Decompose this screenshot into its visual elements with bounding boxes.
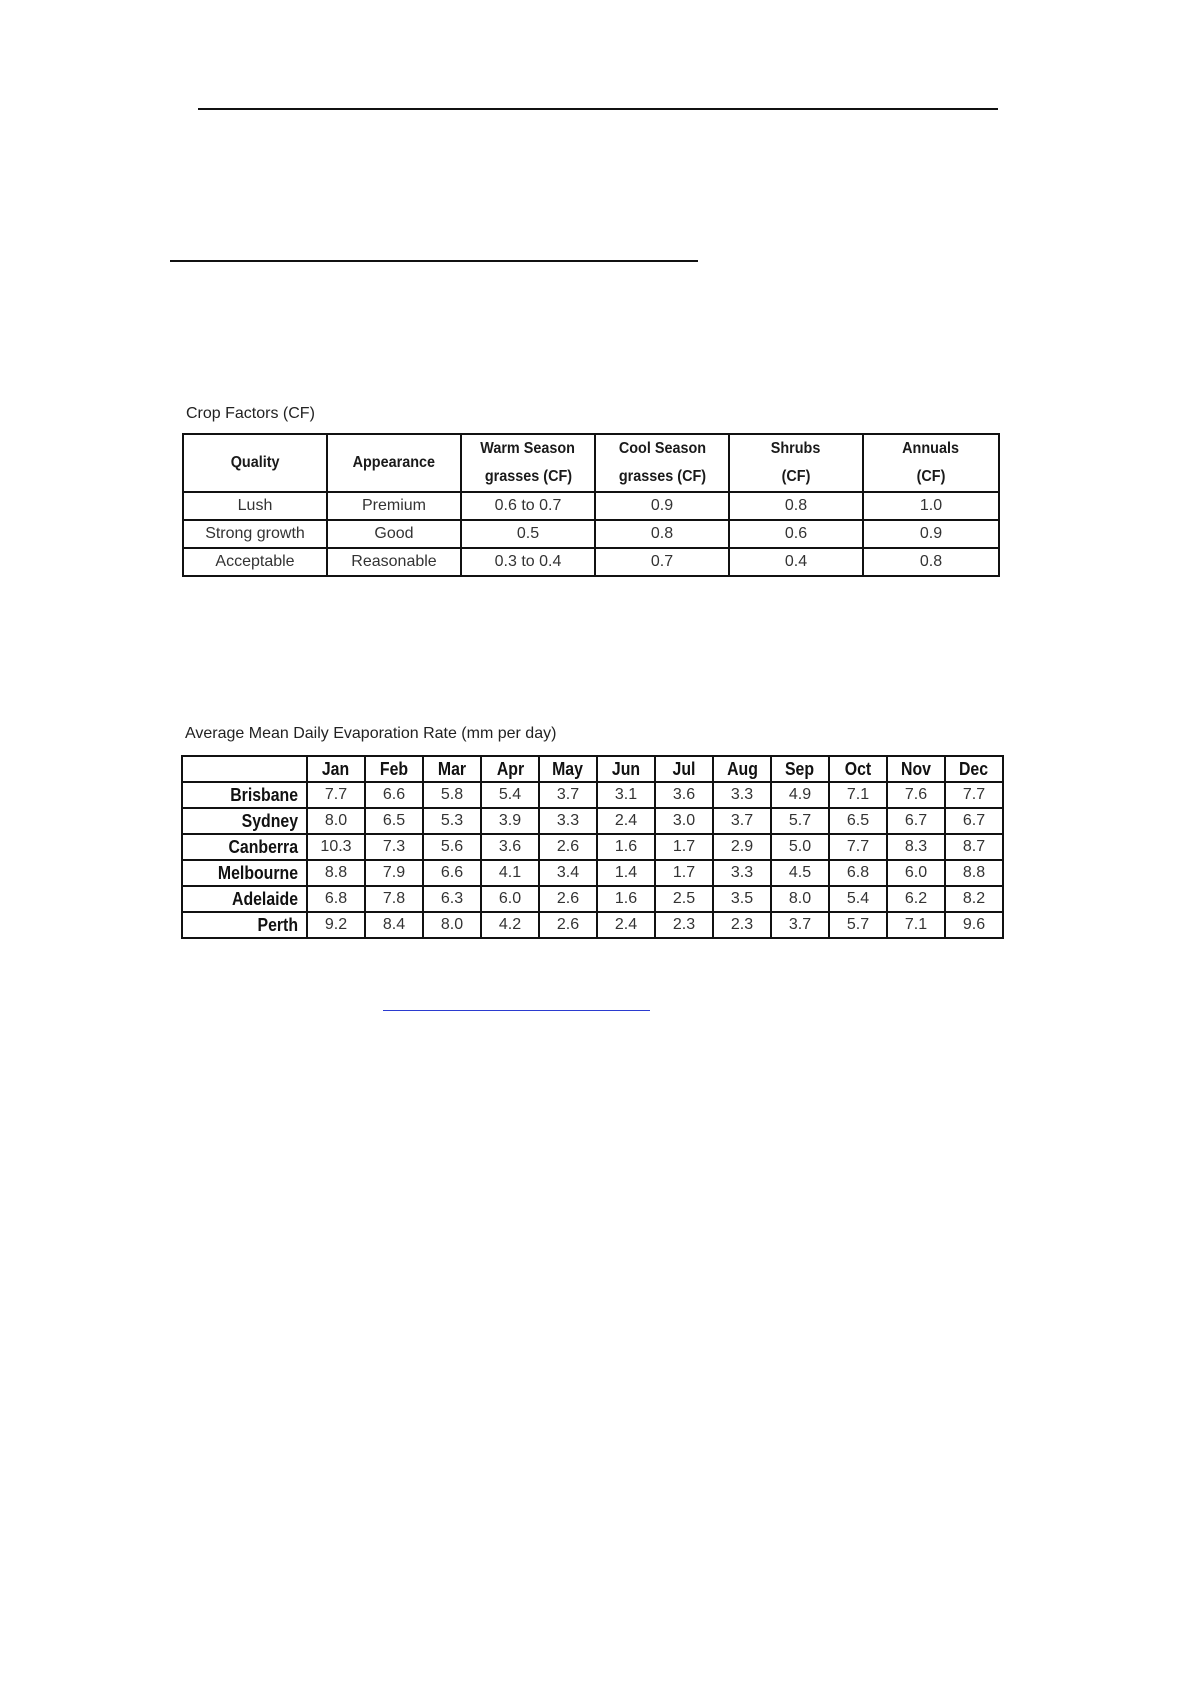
evap-cell: 5.0 (771, 834, 829, 860)
evap-cell: 3.1 (597, 782, 655, 808)
evap-cell: 2.6 (539, 886, 597, 912)
evap-cell: 8.4 (365, 912, 423, 938)
evap-cell: 3.6 (655, 782, 713, 808)
evap-cell: 6.0 (481, 886, 539, 912)
city-label: Adelaide (182, 886, 307, 912)
evap-table-header-row (182, 756, 1003, 782)
evap-cell: 3.3 (713, 860, 771, 886)
evap-cell: 3.7 (771, 912, 829, 938)
evap-cell: 7.6 (887, 782, 945, 808)
crop-factors-table (182, 433, 1000, 577)
table-row (183, 548, 999, 576)
table-row (182, 808, 1003, 834)
evap-cell: 1.6 (597, 886, 655, 912)
month-header: Jul (655, 756, 713, 782)
month-header: Dec (945, 756, 1003, 782)
crop-header-shrubs: Shrubs (CF) (729, 434, 863, 492)
evap-cell: 3.6 (481, 834, 539, 860)
evap-cell: 2.4 (597, 912, 655, 938)
evap-cell: 5.4 (481, 782, 539, 808)
evap-cell: 7.7 (945, 782, 1003, 808)
month-header: Apr (481, 756, 539, 782)
table-row (182, 834, 1003, 860)
evap-cell: 7.7 (829, 834, 887, 860)
evap-cell: 1.4 (597, 860, 655, 886)
crop-table-header-row (183, 434, 999, 492)
evap-cell: 2.9 (713, 834, 771, 860)
evap-header-corner (182, 756, 307, 782)
evap-cell: 5.3 (423, 808, 481, 834)
crop-cell: 0.3 to 0.4 (461, 548, 595, 576)
crop-header-warm-season: Warm Season grasses (CF) (461, 434, 595, 492)
evap-cell: 4.5 (771, 860, 829, 886)
evap-cell: 5.6 (423, 834, 481, 860)
month-header: Sep (771, 756, 829, 782)
month-header: Aug (713, 756, 771, 782)
evap-cell: 8.0 (771, 886, 829, 912)
evap-cell: 3.5 (713, 886, 771, 912)
crop-cell: 0.4 (729, 548, 863, 576)
evap-cell: 6.6 (365, 782, 423, 808)
evap-cell: 8.8 (307, 860, 365, 886)
evap-cell: 7.1 (829, 782, 887, 808)
city-label: Canberra (182, 834, 307, 860)
evap-cell: 6.6 (423, 860, 481, 886)
crop-cell: Premium (327, 492, 461, 520)
crop-header-cool-season: Cool Season grasses (CF) (595, 434, 729, 492)
city-label: Sydney (182, 808, 307, 834)
evap-cell: 7.9 (365, 860, 423, 886)
evap-cell: 8.3 (887, 834, 945, 860)
month-header: Jan (307, 756, 365, 782)
crop-cell: 1.0 (863, 492, 999, 520)
evap-cell: 7.8 (365, 886, 423, 912)
evap-cell: 6.8 (829, 860, 887, 886)
section-divider-rule (170, 260, 698, 262)
evap-cell: 4.9 (771, 782, 829, 808)
evap-cell: 6.5 (829, 808, 887, 834)
evap-cell: 8.0 (423, 912, 481, 938)
crop-factors-caption: Crop Factors (CF) (186, 405, 315, 422)
city-label: Perth (182, 912, 307, 938)
evap-cell: 2.3 (655, 912, 713, 938)
month-header: May (539, 756, 597, 782)
table-row (183, 520, 999, 548)
evap-cell: 6.8 (307, 886, 365, 912)
evap-cell: 5.4 (829, 886, 887, 912)
evap-cell: 4.1 (481, 860, 539, 886)
crop-cell: Lush (183, 492, 327, 520)
table-row (182, 886, 1003, 912)
crop-header-annuals: Annuals (CF) (863, 434, 999, 492)
evap-cell: 1.6 (597, 834, 655, 860)
city-label: Melbourne (182, 860, 307, 886)
evap-cell: 3.9 (481, 808, 539, 834)
month-header: Nov (887, 756, 945, 782)
evap-cell: 7.7 (307, 782, 365, 808)
crop-cell: 0.9 (863, 520, 999, 548)
crop-cell: Good (327, 520, 461, 548)
evap-cell: 7.3 (365, 834, 423, 860)
evap-cell: 2.5 (655, 886, 713, 912)
evap-cell: 4.2 (481, 912, 539, 938)
evap-cell: 3.7 (539, 782, 597, 808)
evaporation-caption: Average Mean Daily Evaporation Rate (mm per day) (185, 725, 557, 742)
crop-cell: 0.8 (863, 548, 999, 576)
evap-cell: 5.8 (423, 782, 481, 808)
crop-cell: 0.5 (461, 520, 595, 548)
evap-cell: 6.0 (887, 860, 945, 886)
evap-cell: 9.6 (945, 912, 1003, 938)
month-header: Feb (365, 756, 423, 782)
crop-cell: 0.9 (595, 492, 729, 520)
month-header: Oct (829, 756, 887, 782)
table-row (182, 782, 1003, 808)
crop-header-quality: Quality (183, 434, 327, 492)
crop-cell: Reasonable (327, 548, 461, 576)
evap-cell: 6.2 (887, 886, 945, 912)
evap-cell: 2.6 (539, 912, 597, 938)
evaporation-table (181, 755, 1004, 939)
evap-cell: 10.3 (307, 834, 365, 860)
crop-cell: Acceptable (183, 548, 327, 576)
evap-cell: 3.7 (713, 808, 771, 834)
crop-header-appearance: Appearance (327, 434, 461, 492)
month-header: Mar (423, 756, 481, 782)
crop-cell: 0.6 to 0.7 (461, 492, 595, 520)
crop-cell: 0.8 (729, 492, 863, 520)
top-divider-rule (198, 108, 998, 110)
evap-cell: 8.7 (945, 834, 1003, 860)
table-row (183, 492, 999, 520)
evap-cell: 3.0 (655, 808, 713, 834)
evap-cell: 2.6 (539, 834, 597, 860)
crop-cell: 0.6 (729, 520, 863, 548)
table-row (182, 912, 1003, 938)
evap-cell: 1.7 (655, 834, 713, 860)
evap-cell: 8.8 (945, 860, 1003, 886)
evap-cell: 9.2 (307, 912, 365, 938)
hyperlink-underline[interactable] (383, 1010, 650, 1011)
evap-cell: 3.3 (539, 808, 597, 834)
evap-cell: 2.4 (597, 808, 655, 834)
evap-cell: 5.7 (829, 912, 887, 938)
evap-cell: 7.1 (887, 912, 945, 938)
evap-cell: 6.7 (887, 808, 945, 834)
evap-cell: 3.3 (713, 782, 771, 808)
evap-cell: 6.5 (365, 808, 423, 834)
evap-cell: 6.3 (423, 886, 481, 912)
evap-cell: 1.7 (655, 860, 713, 886)
evap-cell: 8.0 (307, 808, 365, 834)
crop-cell: 0.7 (595, 548, 729, 576)
crop-cell: 0.8 (595, 520, 729, 548)
table-row (182, 860, 1003, 886)
evap-cell: 2.3 (713, 912, 771, 938)
evap-cell: 3.4 (539, 860, 597, 886)
evap-cell: 8.2 (945, 886, 1003, 912)
crop-cell: Strong growth (183, 520, 327, 548)
evap-cell: 6.7 (945, 808, 1003, 834)
month-header: Jun (597, 756, 655, 782)
evap-cell: 5.7 (771, 808, 829, 834)
city-label: Brisbane (182, 782, 307, 808)
